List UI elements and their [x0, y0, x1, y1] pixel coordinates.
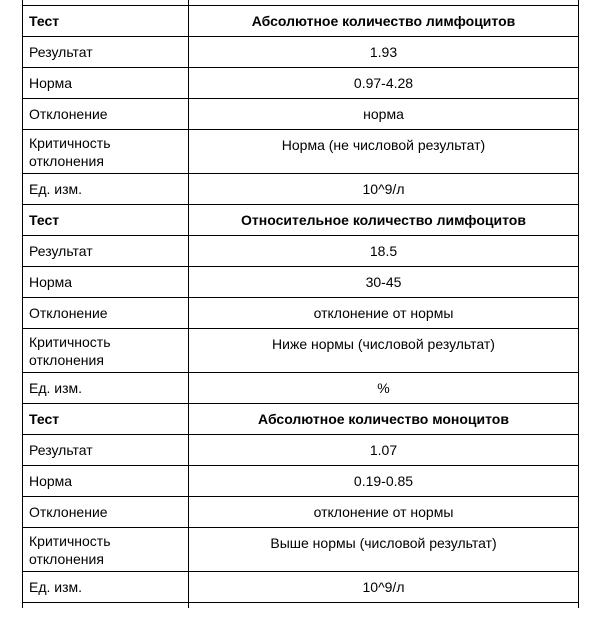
criticality-label: Критичность отклонения — [23, 527, 189, 571]
test-label: Тест — [23, 5, 189, 36]
deviation-value: норма — [189, 98, 579, 129]
result-label: Результат — [23, 434, 189, 465]
result-row — [23, 434, 579, 465]
test-name: Абсолютное количество лимфоцитов — [189, 5, 579, 36]
deviation-label: Отклонение — [23, 98, 189, 129]
test-name: Абсолютное количество моноцитов — [189, 403, 579, 434]
test-header-row — [23, 204, 579, 235]
deviation-row — [23, 98, 579, 129]
unit-value: 10^9/л — [189, 173, 579, 204]
criticality-label: Критичность отклонения — [23, 129, 189, 173]
norm-label: Норма — [23, 465, 189, 496]
unit-label: Ед. изм. — [23, 173, 189, 204]
result-value: 1.07 — [189, 434, 579, 465]
norm-label: Норма — [23, 67, 189, 98]
unit-row — [23, 372, 579, 403]
norm-row — [23, 266, 579, 297]
result-label: Результат — [23, 36, 189, 67]
criticality-row — [23, 527, 579, 571]
unit-label: Ед. изм. — [23, 372, 189, 403]
result-value: 1.93 — [189, 36, 579, 67]
lab-results-table — [22, 0, 579, 608]
criticality-row — [23, 129, 579, 173]
norm-label: Норма — [23, 266, 189, 297]
result-row — [23, 36, 579, 67]
unit-value: % — [189, 372, 579, 403]
criticality-value: Ниже нормы (числовой результат) — [189, 328, 579, 372]
result-label: Результат — [23, 235, 189, 266]
criticality-value: Норма (не числовой результат) — [189, 129, 579, 173]
deviation-value: отклонение от нормы — [189, 297, 579, 328]
deviation-row — [23, 297, 579, 328]
test-label: Тест — [23, 204, 189, 235]
norm-row — [23, 67, 579, 98]
unit-label: Ед. изм. — [23, 571, 189, 602]
unit-value: 10^9/л — [189, 571, 579, 602]
deviation-label: Отклонение — [23, 496, 189, 527]
criticality-label: Критичность отклонения — [23, 328, 189, 372]
test-label: Тест — [23, 403, 189, 434]
norm-value: 0.19-0.85 — [189, 465, 579, 496]
norm-value: 0.97-4.28 — [189, 67, 579, 98]
unit-row — [23, 571, 579, 602]
test-name: Относительное количество лимфоцитов — [189, 204, 579, 235]
test-header-row — [23, 5, 579, 36]
deviation-row — [23, 496, 579, 527]
deviation-label: Отклонение — [23, 297, 189, 328]
criticality-value: Выше нормы (числовой результат) — [189, 527, 579, 571]
norm-value: 30-45 — [189, 266, 579, 297]
unit-row — [23, 173, 579, 204]
table-bottom-edge — [23, 602, 579, 608]
result-value: 18.5 — [189, 235, 579, 266]
norm-row — [23, 465, 579, 496]
result-row — [23, 235, 579, 266]
deviation-value: отклонение от нормы — [189, 496, 579, 527]
test-header-row — [23, 403, 579, 434]
criticality-row — [23, 328, 579, 372]
